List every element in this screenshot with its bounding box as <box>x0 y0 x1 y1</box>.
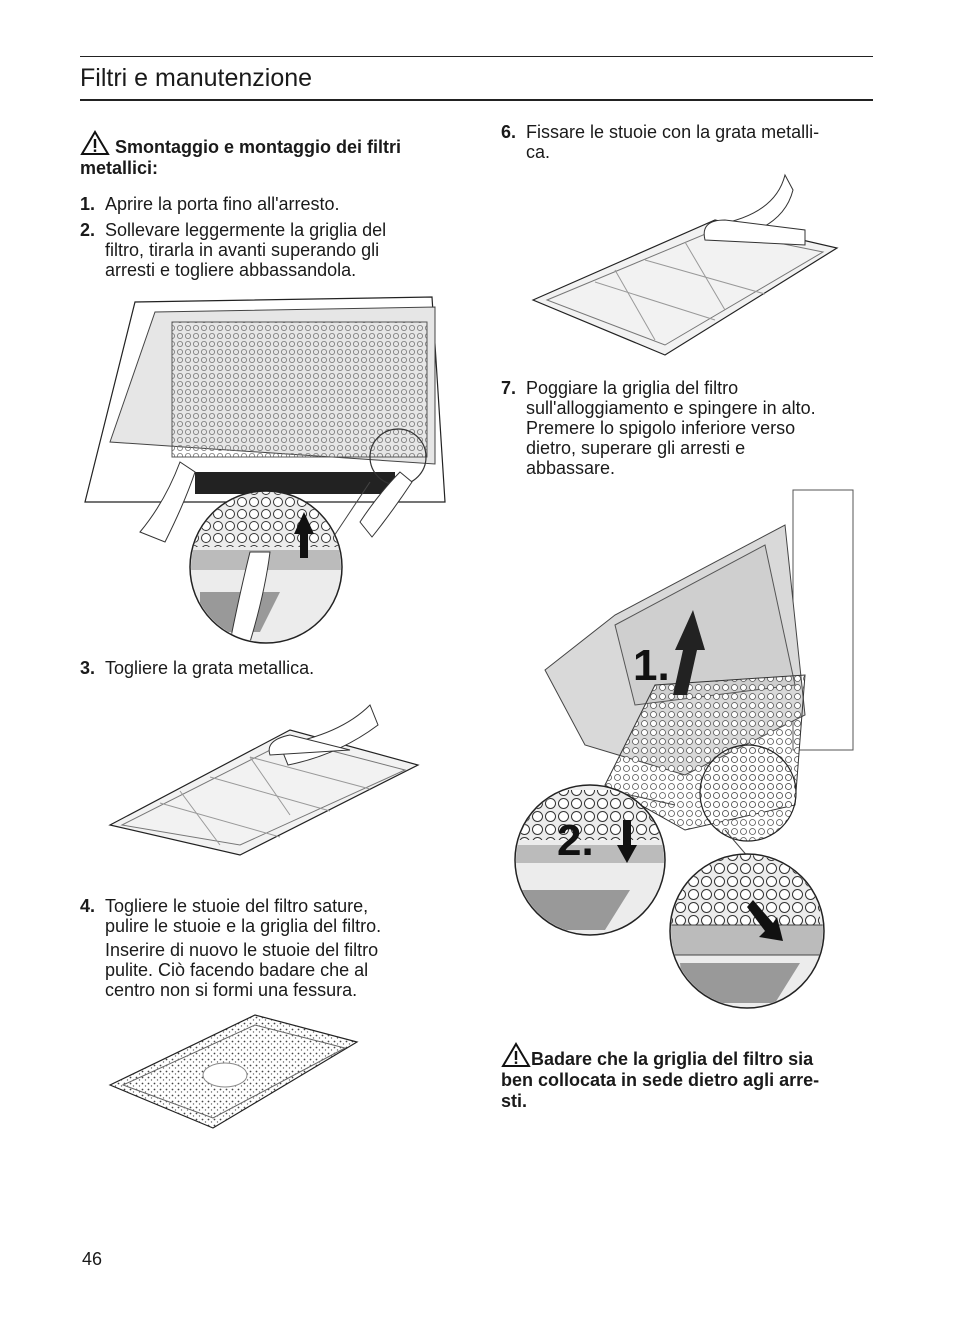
step-text-line: abbassare. <box>526 458 616 478</box>
step-text-line: centro non si formi una fessura. <box>105 980 358 1000</box>
step-text-line: pulire le stuoie e la griglia del filtro. <box>105 916 382 936</box>
step-number: 4. <box>80 896 96 916</box>
caution-note <box>501 1042 873 1112</box>
step-number: 1. <box>80 194 96 214</box>
step-text-line: ca. <box>526 142 551 162</box>
left-column <box>80 130 452 179</box>
header-bottom-rule <box>80 99 873 101</box>
step-text-line: Premere lo spigolo inferiore verso <box>526 418 796 438</box>
step-text-line: arresti e togliere abbassandola. <box>105 260 357 280</box>
step-text-line: filtro, tirarla in avanti superando gli <box>105 240 380 260</box>
step-text-line: Togliere le stuoie del filtro sature, <box>105 896 369 916</box>
step-number: 7. <box>501 378 517 398</box>
step-text: Aprire la porta fino all'arresto. <box>105 194 340 214</box>
page-number: 46 <box>82 1249 103 1269</box>
fix-mats-illustration <box>525 170 845 360</box>
caution-text-line: Badare che la griglia del filtro sia <box>531 1049 814 1069</box>
step-number: 6. <box>501 122 517 142</box>
warning-icon <box>80 130 110 156</box>
step-text-line: Inserire di nuovo le stuoie del filtro <box>105 940 379 960</box>
caution-text-line: ben collocata in sede dietro agli arre- <box>501 1070 820 1090</box>
header-top-rule <box>80 56 873 57</box>
section-heading-text: Smontaggio e montaggio dei filtri metallici: <box>80 137 402 178</box>
section-heading <box>80 130 452 179</box>
step-text-line: sull'alloggiamento e spingere in alto. <box>526 398 816 418</box>
step-text-line: Sollevare leggermente la griglia del <box>105 220 387 240</box>
page-title: Filtri e manutenzione <box>80 64 313 92</box>
step-text-line: Fissare le stuoie con la grata metalli- <box>526 122 820 142</box>
metal-grid-removal-illustration <box>100 685 430 860</box>
figure-label-first: 1. <box>633 641 670 690</box>
step-text-line: dietro, superare gli arresti e <box>526 438 746 458</box>
warning-icon <box>501 1042 531 1068</box>
filter-installation-illustration <box>505 485 855 1015</box>
step-text: Togliere la grata metallica. <box>105 658 315 678</box>
step-number: 3. <box>80 658 96 678</box>
filter-mats-illustration <box>105 1010 365 1135</box>
step-text-line: pulite. Ciò facendo badare che al <box>105 960 369 980</box>
step-text-line: Poggiare la griglia del filtro <box>526 378 739 398</box>
step-number: 2. <box>80 220 96 240</box>
filter-removal-illustration <box>80 292 452 644</box>
caution-text-line: sti. <box>501 1091 528 1111</box>
figure-label-second: 2. <box>557 816 594 865</box>
